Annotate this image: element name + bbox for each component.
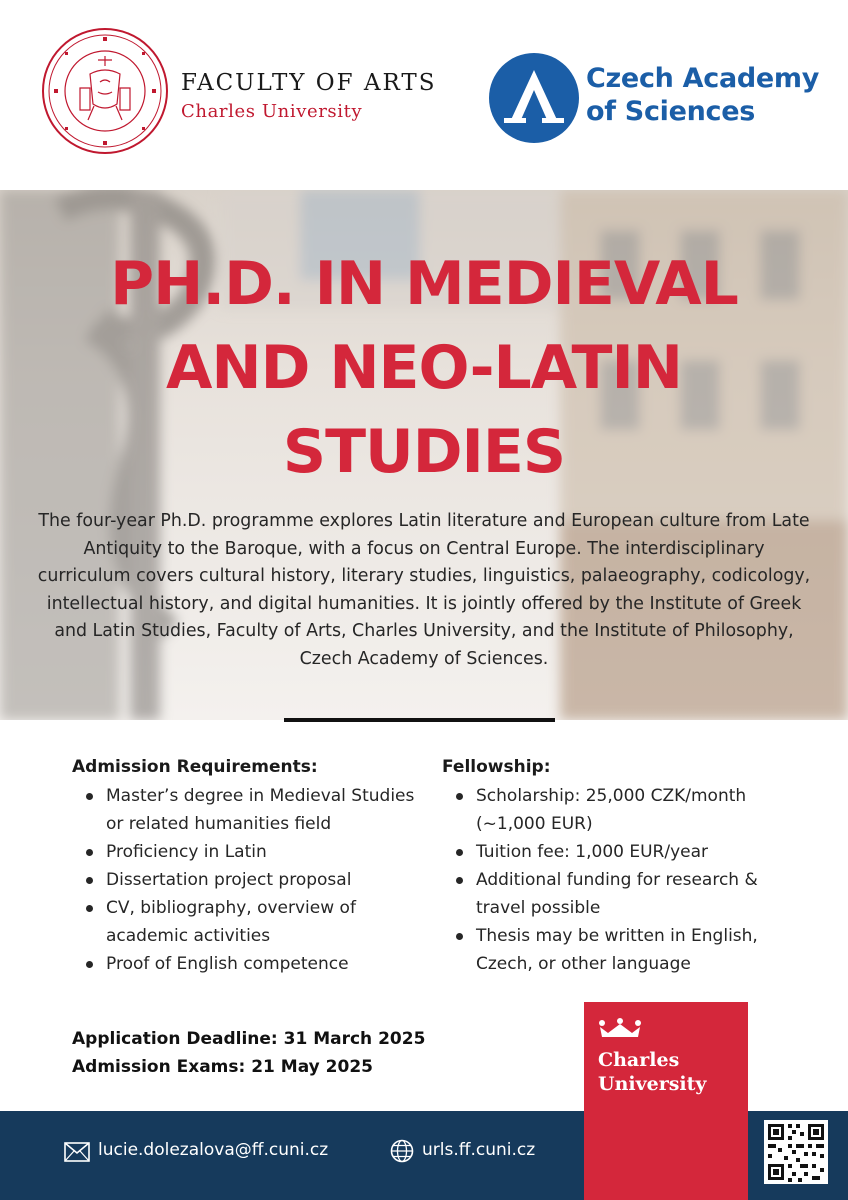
fellowship: [442, 756, 802, 978]
title-line-1: PH.D. IN MEDIEVAL: [110, 249, 738, 319]
list-item: Master’s degree in Medieval Studies or related humanities field: [72, 782, 422, 838]
deadlines: [72, 1025, 425, 1081]
admission-list: [72, 782, 422, 978]
cas-name-line1: Czech Academy: [586, 63, 820, 94]
qr-code-icon[interactable]: [764, 1120, 828, 1184]
fellowship-list: [442, 782, 802, 978]
charles-university-badge: [584, 1002, 748, 1200]
contact-email-link[interactable]: lucie.dolezalova@ff.cuni.cz: [98, 1140, 329, 1160]
admission-exams: Admission Exams: 21 May 2025: [72, 1057, 373, 1077]
list-item: CV, bibliography, overview of academic activities: [72, 894, 422, 950]
hero-section: [0, 190, 848, 720]
cas-logo-icon: [488, 52, 580, 144]
list-item: Scholarship: 25,000 CZK/month (~1,000 EUR): [442, 782, 802, 838]
website-link[interactable]: urls.ff.cuni.cz: [422, 1140, 536, 1160]
cas-name: [586, 62, 819, 128]
cas-name-line2: of Sciences: [586, 96, 756, 127]
crown-icon: [598, 1018, 642, 1040]
list-item: Additional funding for research & travel possible: [442, 866, 802, 922]
list-item: Proficiency in Latin: [72, 838, 422, 866]
admission-requirements: [72, 756, 422, 978]
application-deadline: Application Deadline: 31 March 2025: [72, 1029, 426, 1049]
list-item: Dissertation project proposal: [72, 866, 422, 894]
wordmark-line2: University: [598, 1073, 707, 1095]
section-divider: [284, 718, 555, 722]
list-item: Proof of English competence: [72, 950, 422, 978]
title-line-3: STUDIES: [282, 417, 566, 487]
header: [0, 0, 848, 190]
list-item: Thesis may be written in English, Czech, or other language: [442, 922, 802, 978]
globe-icon: [390, 1139, 414, 1163]
fellowship-heading: Fellowship:: [442, 757, 551, 777]
list-item: Tuition fee: 1,000 EUR/year: [442, 838, 802, 866]
admission-heading: Admission Requirements:: [72, 757, 318, 777]
charles-university-wordmark: [598, 1048, 706, 1096]
programme-title: [24, 242, 824, 494]
programme-description: The four-year Ph.D. programme explores Latin literature and European culture from Late Antiquity to the Baroque, with a focus on Central Europe. The interdisciplinary curriculum covers cultural history, literary studies, linguistics, palaeography, codicology, intellectual history, and digital humanities. It is jointly offered by the Institute of Greek and Latin Studies, Faculty of Arts, Charles University, and the Institute of Philosophy, Czech Academy of Sciences.: [37, 511, 811, 669]
faculty-subtitle: Charles University: [181, 101, 363, 122]
envelope-icon: [64, 1142, 90, 1162]
title-line-2: AND NEO-LATIN: [165, 333, 683, 403]
university-seal-icon: [40, 26, 170, 156]
faculty-title: FACULTY OF ARTS: [181, 70, 437, 96]
wordmark-line1: Charles: [598, 1049, 680, 1071]
